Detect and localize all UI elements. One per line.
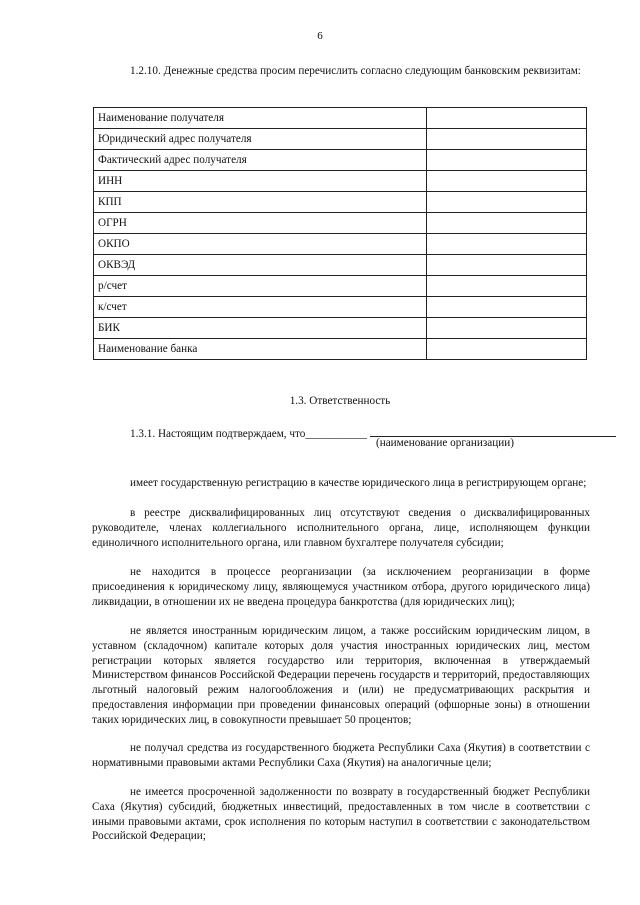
table-row [94, 108, 587, 129]
organization-name-field[interactable] [370, 425, 616, 437]
table-row [94, 234, 587, 255]
row-value[interactable] [427, 339, 587, 360]
row-value[interactable] [427, 297, 587, 318]
row-value[interactable] [427, 234, 587, 255]
row-label: к/счет [94, 297, 427, 318]
row-label: ОКВЭД [94, 255, 427, 276]
page-number: 6 [317, 30, 323, 42]
row-value[interactable] [427, 318, 587, 339]
table-row [94, 213, 587, 234]
row-value[interactable] [427, 108, 587, 129]
confirm-text: 1.3.1. Настоящим подтверждаем, что [130, 428, 306, 440]
table-row [94, 276, 587, 297]
section-title: 1.3. Ответственность [289, 395, 391, 407]
row-value[interactable] [427, 129, 587, 150]
intro-paragraph: 1.2.10. Денежные средства просим перечислить согласно следующим банковским реквизитам: [130, 65, 581, 77]
row-value[interactable] [427, 192, 587, 213]
paragraph-foreign-entity: не является иностранным юридическим лицом, а также российским юридическим лицом, в уставном (складочном) капитале которых доля участия иностранных юридических лиц, местом регистрации которых является государство или территория, включенная в утверждаемый Министерством финансов Российской Федерации перечень государств и территорий, предоставляющих льготный налоговый режим налогообложения и (или) не предусматривающих раскрытия и предоставления информации при проведении финансовых операций (офшорные зоны) в отношении таких юридических лиц, в совокупности превышает 50 процентов; [92, 625, 590, 726]
paragraph-budget-funds: не получал средства из государственного бюджета Республики Саха (Якутия) в соответствии с нормативными правовыми актами Республики Саха (Якутия) на аналогичные цели; [92, 742, 590, 769]
row-label: Наименование получателя [94, 108, 427, 129]
row-label: Наименование банка [94, 339, 427, 360]
row-value[interactable] [427, 150, 587, 171]
table-row [94, 150, 587, 171]
row-label: ИНН [94, 171, 427, 192]
paragraph-reorganization: не находится в процессе реорганизации (за исключением реорганизации в форме присоединения к юридическому лицу, являющемуся участником отбора, другого юридического лица) ликвидации, в отношении их не введена процедура банкротства (для юридических лиц); [92, 566, 590, 608]
table-row [94, 318, 587, 339]
row-value[interactable] [427, 276, 587, 297]
row-label: Фактический адрес получателя [94, 150, 427, 171]
bank-details-table [93, 107, 587, 360]
paragraph-disqualified: в реестре дисквалифицированных лиц отсутствуют сведения о дисквалифицированных руководителе, членах коллегиального исполнительного органа, лице, исполняющем функции единоличного исполнительного органа, или главном бухгалтере получателя субсидии; [92, 507, 590, 549]
confirm-line [130, 425, 616, 440]
row-label: ОКПО [94, 234, 427, 255]
table-row [94, 339, 587, 360]
table-row [94, 171, 587, 192]
confirm-blank-prefix: ___________ [305, 428, 367, 440]
row-label: КПП [94, 192, 427, 213]
paragraph-registration: имеет государственную регистрацию в качестве юридического лица в регистрирующем органе; [130, 477, 587, 489]
row-label: р/счет [94, 276, 427, 297]
row-value[interactable] [427, 171, 587, 192]
row-value[interactable] [427, 255, 587, 276]
row-value[interactable] [427, 213, 587, 234]
organization-caption: (наименование организации) [376, 437, 514, 449]
row-label: БИК [94, 318, 427, 339]
row-label: ОГРН [94, 213, 427, 234]
table-row [94, 255, 587, 276]
row-label: Юридический адрес получателя [94, 129, 427, 150]
table-row [94, 129, 587, 150]
table-row [94, 297, 587, 318]
paragraph-overdue-debt: не имеется просроченной задолженности по возврату в государственный бюджет Республики Саха (Якутия) субсидий, бюджетных инвестиций, предоставленных в том числе в соответствии с иными правовыми актами, срок исполнения по которым наступил в соответствии с законодательством Российской Федерации; [92, 786, 590, 843]
table-row [94, 192, 587, 213]
